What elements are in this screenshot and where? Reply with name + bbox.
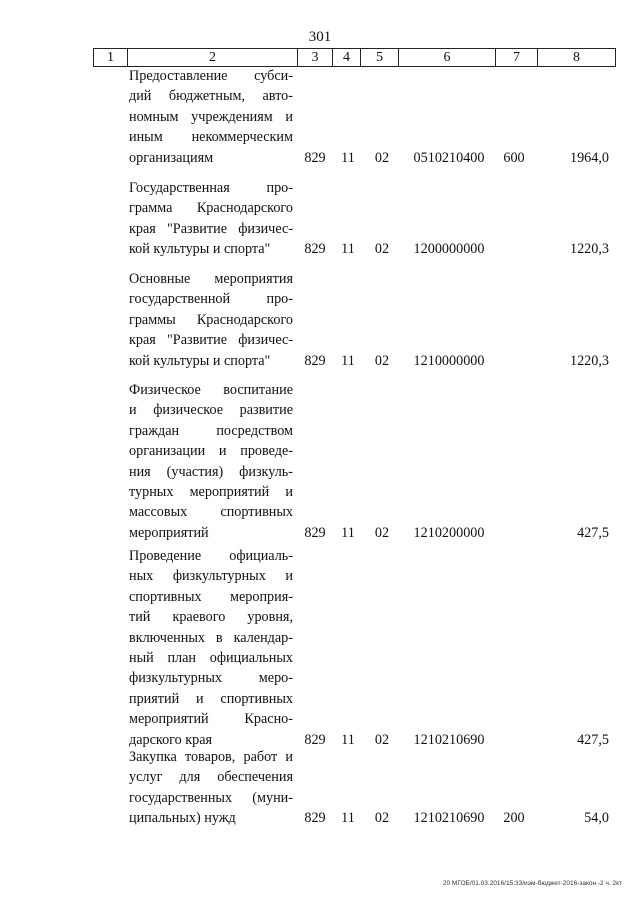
row-name-line: ципальных) нужд bbox=[129, 810, 236, 827]
cell-c6: 0510210400 bbox=[413, 149, 485, 166]
cell-c4: 11 bbox=[341, 731, 355, 748]
cell-c7: 200 bbox=[503, 810, 525, 827]
row-name-line: организации и проведе- bbox=[129, 443, 293, 460]
row-name-line: и физическое развитие bbox=[129, 402, 293, 419]
row-name-line: спортивных мероприя- bbox=[129, 588, 293, 605]
cell-c6: 1210210690 bbox=[413, 810, 485, 827]
header-col-3: 3 bbox=[297, 49, 332, 66]
row-name-line: Физическое воспитание bbox=[129, 382, 293, 398]
header-col-6: 6 bbox=[398, 49, 495, 66]
row-name-line: мероприятий bbox=[129, 524, 209, 541]
cell-c3: 829 bbox=[304, 524, 326, 541]
cell-c5: 02 bbox=[374, 149, 390, 166]
row-name-line: дий бюджетным, авто- bbox=[129, 88, 293, 105]
row-name-line: края "Развитие физичес- bbox=[129, 220, 293, 237]
row-name-line: ния (участия) физкуль- bbox=[129, 463, 293, 480]
row-name bbox=[129, 747, 293, 829]
row-name bbox=[129, 380, 293, 543]
row-name-line: организациям bbox=[129, 149, 214, 166]
cell-c5: 02 bbox=[374, 352, 390, 369]
cell-c5: 02 bbox=[374, 524, 390, 541]
row-name-line: Проведение официаль- bbox=[129, 548, 293, 564]
cell-c4: 11 bbox=[341, 524, 355, 541]
cell-c8: 54,0 bbox=[584, 810, 609, 827]
row-name-line: Государственная про- bbox=[129, 180, 293, 196]
row-name-line: включенных в календар- bbox=[129, 629, 293, 646]
header-col-5: 5 bbox=[360, 49, 398, 66]
row-name-line: граждан посредством bbox=[129, 422, 293, 439]
header-col-2: 2 bbox=[127, 49, 297, 66]
cell-c4: 11 bbox=[341, 352, 355, 369]
row-name-line: ных физкультурных и bbox=[129, 568, 293, 585]
cell-c8: 1220,3 bbox=[569, 352, 609, 369]
cell-c3: 829 bbox=[304, 149, 326, 166]
cell-c3: 829 bbox=[304, 241, 326, 258]
cell-c8: 427,5 bbox=[577, 524, 609, 541]
cell-c4: 11 bbox=[341, 241, 355, 258]
row-name-line: кой культуры и спорта" bbox=[129, 241, 271, 258]
row-name-line: ный план официальных bbox=[129, 650, 293, 667]
row-name-line: услуг для обеспечения bbox=[129, 769, 293, 786]
cell-c5: 02 bbox=[374, 241, 390, 258]
header-col-8: 8 bbox=[537, 49, 616, 66]
row-name-line: Основные мероприятия bbox=[129, 271, 293, 287]
cell-c7: 600 bbox=[503, 149, 525, 166]
cell-c3: 829 bbox=[304, 731, 326, 748]
cell-c3: 829 bbox=[304, 352, 326, 369]
row-name-line: государственной про- bbox=[129, 291, 293, 308]
cell-c6: 1210200000 bbox=[413, 524, 485, 541]
row-name-line: иным некоммерческим bbox=[129, 129, 293, 146]
cell-c5: 02 bbox=[374, 810, 390, 827]
page-number: 301 bbox=[308, 29, 332, 45]
row-name-line: кой культуры и спорта" bbox=[129, 352, 271, 369]
cell-c8: 1220,3 bbox=[569, 241, 609, 258]
cell-c6: 1200000000 bbox=[413, 241, 485, 258]
cell-c4: 11 bbox=[341, 149, 355, 166]
footer-stamp: 20 МГОБ/01.03.2016/15:33/иэм-бюджет-2016-закон -2 ч. 2кт bbox=[442, 880, 622, 887]
header-col-7: 7 bbox=[495, 49, 537, 66]
row-name-line: государственных (муни- bbox=[129, 789, 293, 806]
cell-c8: 427,5 bbox=[577, 731, 609, 748]
row-name-line: дарского края bbox=[129, 731, 213, 748]
row-name-line: граммы Краснодарского bbox=[129, 311, 293, 328]
row-name bbox=[129, 546, 293, 750]
cell-c6: 1210000000 bbox=[413, 352, 485, 369]
row-name bbox=[129, 178, 293, 260]
row-name bbox=[129, 269, 293, 371]
row-name-line: тий краевого уровня, bbox=[129, 609, 293, 626]
row-name-line: грамма Краснодарского bbox=[129, 200, 293, 217]
row-name-line: края "Развитие физичес- bbox=[129, 332, 293, 349]
row-name-line: массовых спортивных bbox=[129, 504, 293, 521]
cell-c8: 1964,0 bbox=[569, 149, 609, 166]
row-name-line: Предоставление субси- bbox=[129, 68, 293, 84]
cell-c6: 1210210690 bbox=[413, 731, 485, 748]
row-name-line: номным учреждениям и bbox=[129, 108, 293, 125]
cell-c5: 02 bbox=[374, 731, 390, 748]
row-name-line: физкультурных меро- bbox=[129, 670, 293, 687]
cell-c4: 11 bbox=[341, 810, 355, 827]
row-name-line: мероприятий Красно- bbox=[129, 711, 293, 728]
table-header bbox=[93, 48, 616, 67]
header-col-4: 4 bbox=[332, 49, 360, 66]
row-name-line: турных мероприятий и bbox=[129, 484, 293, 501]
cell-c3: 829 bbox=[304, 810, 326, 827]
row-name bbox=[129, 66, 293, 168]
row-name-line: Закупка товаров, работ и bbox=[129, 749, 293, 765]
header-col-1: 1 bbox=[93, 49, 127, 66]
row-name-line: приятий и спортивных bbox=[129, 690, 293, 707]
